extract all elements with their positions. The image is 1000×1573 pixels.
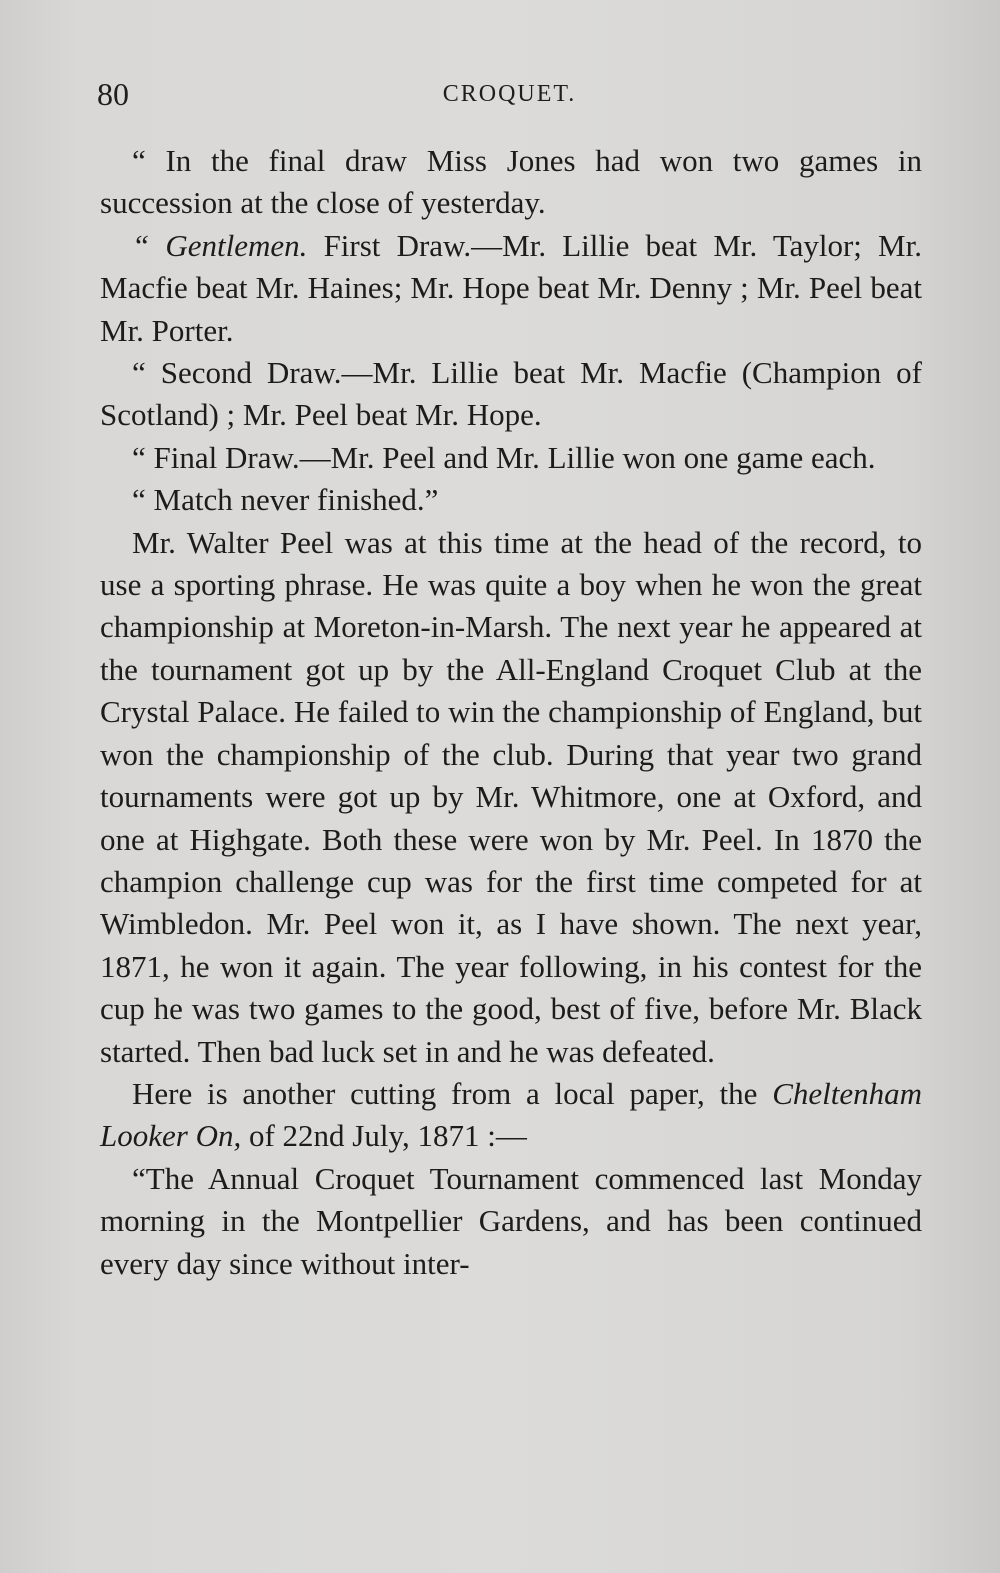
paragraph-annual-tournament: [100, 1158, 922, 1285]
body-text: [100, 140, 922, 1285]
running-head: CROQUET.: [442, 81, 577, 107]
paragraph-second-draw: [100, 352, 922, 437]
paragraph-text-after: of 22nd July, 1871 :—: [241, 1118, 527, 1154]
paragraph-gentlemen-first-draw: [100, 225, 922, 352]
paragraph-text: First Draw.—Mr. Lillie beat Mr. Taylor; Mr. Macfie beat Mr. Haines; Mr. Hope beat Mr. Denny ; Mr. Peel beat Mr. Porter.: [100, 227, 922, 348]
italic-heading: “ Gentlemen.: [132, 227, 308, 263]
newspaper-title: Cheltenham Looker On,: [100, 1075, 922, 1154]
paragraph-final-draw-gentlemen: [100, 437, 922, 479]
paragraph-text: “ Match never finished.”: [132, 482, 439, 518]
paragraph-text: Mr. Walter Peel was at this time at the head of the record, to use a sporting phrase. He was quite a boy when he won the great championship at Moreton-in-Marsh. The next year he appeared at the tournament got up by the All-England Croquet Club at the Crystal Palace. He failed to win the championship of England, but won the championship of the club. During that year two grand tournaments were got up by Mr. Whitmore, one at Oxford, and one at Highgate. Both these were won by Mr. Peel. In 1870 the champion challenge cup was for the first time competed for at Wimbledon. Mr. Peel won it, as I have shown. The next year, 1871, he won it again. The year following, in his contest for the cup he was two games to the good, best of five, before Mr. Black started. Then bad luck set in and he was defeated.: [100, 524, 922, 1069]
paragraph-text: Here is another cutting from a local paper, the: [132, 1075, 773, 1111]
paragraph-text: “ Second Draw.—Mr. Lillie beat Mr. Macfie (Champion of Scotland) ; Mr. Peel beat Mr. Hope.: [100, 355, 922, 433]
paragraph-text: “ In the final draw Miss Jones had won two games in succession at the close of yesterday.: [100, 143, 922, 221]
page-number: 80: [97, 76, 129, 112]
paragraph-text: “ Final Draw.—Mr. Peel and Mr. Lillie won one game each.: [132, 439, 876, 475]
paragraph-match-never-finished: [100, 479, 922, 521]
paragraph-final-draw: [100, 140, 922, 225]
paragraph-walter-peel: [100, 522, 922, 1073]
paragraph-cutting-intro: [100, 1073, 922, 1158]
page-header: [97, 72, 922, 116]
paragraph-text: “The Annual Croquet Tournament commenced last Monday morning in the Montpellier Gardens, and has been continued every day since without inter-: [100, 1160, 922, 1281]
